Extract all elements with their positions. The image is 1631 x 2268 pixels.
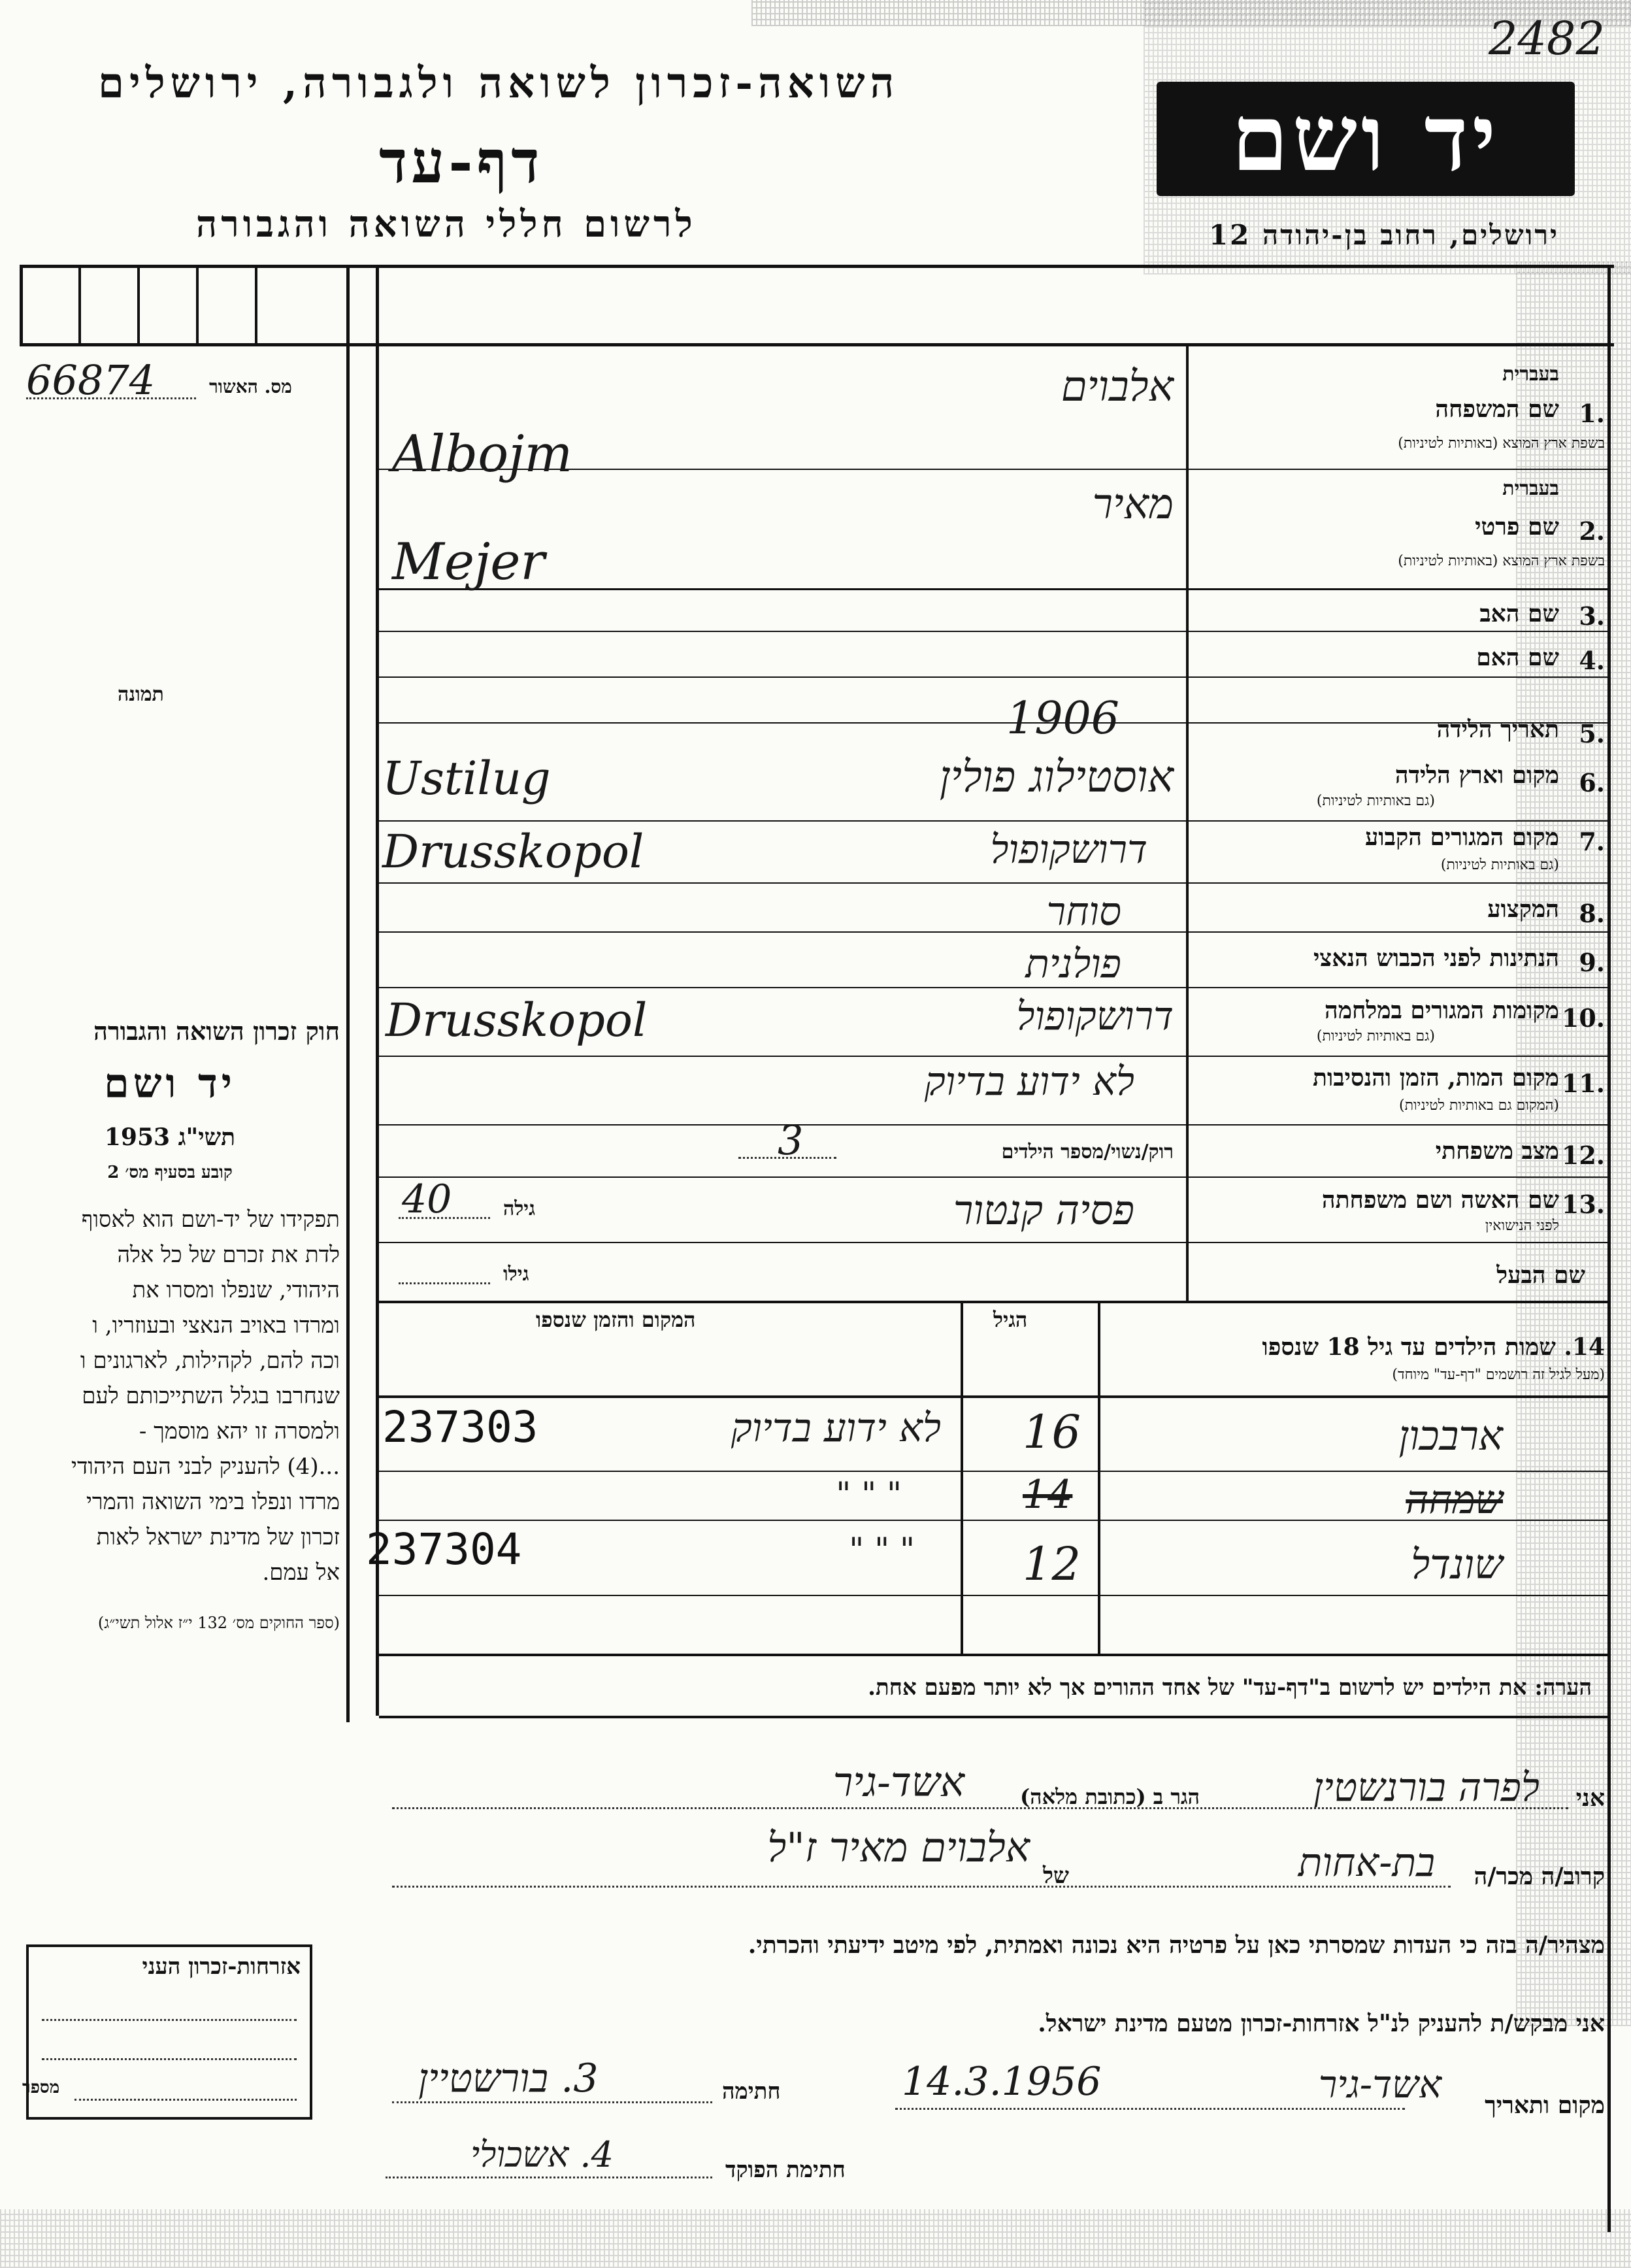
children-row xyxy=(366,1521,1607,1595)
frame-strip-bottom xyxy=(20,343,1614,346)
row-line xyxy=(379,1124,1607,1126)
frame-right xyxy=(1607,265,1611,1735)
officer-signature-label: חתימת הפוקד xyxy=(725,2157,846,2183)
row-line xyxy=(379,676,1607,678)
wife-age-label: גילה xyxy=(503,1197,536,1220)
row-line xyxy=(379,1056,1607,1057)
field-sub-latin: בשפת ארץ המוצא (באותיות לטיניות) xyxy=(1398,553,1605,569)
field-number: 13. xyxy=(1561,1190,1605,1219)
stamp-line xyxy=(42,2058,297,2060)
children-label: 14. שמות הילדים עד גיל 18 שנספו xyxy=(1262,1333,1605,1361)
frame-left-column xyxy=(346,265,350,1722)
children-col-age: הגיל xyxy=(993,1307,1028,1332)
signature-line xyxy=(392,2101,712,2103)
children-row xyxy=(379,1472,1607,1523)
law-body-line: לדת את זכרם של כל אלה xyxy=(117,1242,340,1268)
logo-text: יד ושם xyxy=(1231,85,1500,192)
declarant-address: אשד-גיר xyxy=(832,1758,964,1806)
frame-left xyxy=(20,265,23,343)
child-age: 14 xyxy=(1023,1472,1073,1518)
value-death-place: לא ידוע בדיוק xyxy=(924,1059,1134,1105)
stamp-number-line xyxy=(74,2099,297,2101)
value-birth-date: 1906 xyxy=(1006,693,1120,744)
declaration-date: 14.3.1956 xyxy=(902,2059,1102,2105)
law-subtitle: יד ושם xyxy=(103,1059,237,1107)
field-sub: לפני הנישואין xyxy=(1485,1218,1559,1234)
declaration-i-label: אני xyxy=(1575,1784,1605,1812)
marital-status-options: רוק/נשוי/מספר הילדים xyxy=(1001,1141,1174,1163)
approval-line xyxy=(26,397,196,399)
child-name: שונדל xyxy=(1411,1541,1503,1588)
field-label-permanent-residence: מקום המגורים הקבוע xyxy=(1365,824,1559,851)
field-sub-latin: (גם באותיות לטיניות) xyxy=(1440,857,1559,873)
declarant-signature: 3. בורשטיין xyxy=(418,2056,599,2101)
law-body-line: אל עמם. xyxy=(262,1559,340,1586)
children-sub: (מעל לגיל זה רושמים "דף-עד" מיוחד) xyxy=(1392,1367,1605,1383)
field-label-citizenship: הנתינות לפני הכבוש הנאצי xyxy=(1313,944,1559,972)
child-record-code: 237303 xyxy=(382,1402,538,1452)
field-number: 11. xyxy=(1561,1069,1605,1098)
field-number: 3. xyxy=(1579,601,1605,631)
institution-name: השואה-זכרון לשואה ולגבורה, ירושלים xyxy=(98,59,900,108)
field-label-birth-place: מקום וארץ הלידה xyxy=(1394,761,1559,789)
field-number: 6. xyxy=(1579,768,1605,797)
field-sub-latin: (גם באותיות לטיניות) xyxy=(1316,793,1435,809)
value-residence-hebrew: דרושקופול xyxy=(990,827,1147,873)
law-body-line: ולמסרה זו יהא מוסמך - xyxy=(139,1418,340,1444)
row-line xyxy=(379,882,1607,884)
form-title: דף-עד xyxy=(379,127,544,197)
value-family-name-latin: Albojm xyxy=(392,425,573,484)
field-label-family-name: שם המשפחה xyxy=(1435,395,1559,423)
children-count-line xyxy=(738,1157,836,1159)
child-age: 12 xyxy=(1023,1537,1081,1591)
value-birth-place-latin: Ustilug xyxy=(382,752,551,805)
field-number: 2. xyxy=(1579,516,1605,546)
law-panel xyxy=(0,1016,340,1633)
scan-noise xyxy=(0,2209,1631,2268)
approval-label: מס. האשור xyxy=(209,376,292,397)
officer-signature-line xyxy=(386,2176,712,2178)
child-place: לא ידוע בדיוק xyxy=(731,1405,941,1451)
law-section: קובע בסעיף מס׳ 2 xyxy=(107,1163,233,1182)
frame-box xyxy=(137,265,140,343)
value-family-name-hebrew: אלבוים xyxy=(1061,363,1174,411)
field-number: 1. xyxy=(1579,399,1605,428)
memorial-citizenship-stamp xyxy=(22,1944,312,2120)
law-footer: (ספר החוקים מס׳ 132 י״ז אלול תשי״ג) xyxy=(97,1614,340,1632)
photo-label: תמונה xyxy=(118,683,164,706)
field-sub-latin: (המקום גם באותיות לטיניות) xyxy=(1399,1097,1559,1114)
frame-box xyxy=(78,265,81,343)
law-body-line: וכה להם, לקהילות, לארגונים ו xyxy=(80,1348,340,1374)
value-residence-latin: Drusskopol xyxy=(382,825,644,878)
law-year: תשי"ג 1953 xyxy=(104,1124,236,1151)
field-label-wartime-residence: מקומות המגורים במלחמה xyxy=(1325,997,1559,1024)
field-label-father-name: שם האב xyxy=(1479,600,1559,627)
frame-right-lower xyxy=(1607,1735,1611,2232)
value-occupation: סוחר xyxy=(1046,889,1121,935)
value-wife-age: 40 xyxy=(402,1176,452,1222)
value-wartime-residence-hebrew: דרושקופול xyxy=(1016,993,1174,1039)
child-place: " " " xyxy=(849,1531,915,1569)
address: ירושלים, רחוב בן-יהודה 12 xyxy=(1208,219,1559,251)
law-body-line: זכרון של מדינת ישראל לאות xyxy=(96,1524,340,1550)
frame-box xyxy=(255,265,257,343)
child-age: 16 xyxy=(1023,1405,1081,1459)
law-body-line: היהודי, שנפלו ומסרו את xyxy=(132,1277,340,1303)
children-row xyxy=(379,1399,1607,1471)
stamp-title: אזרחות-זכרון העני xyxy=(142,1954,301,1980)
children-table-bottom xyxy=(379,1654,1607,1656)
child-name: ארבכון xyxy=(1398,1412,1503,1459)
field-number: 7. xyxy=(1579,827,1605,856)
deceased-name: אלבוים מאיר ז"ל xyxy=(767,1824,1030,1871)
row-line xyxy=(379,931,1607,933)
address-label: הגר ב (כתובת מלאה) xyxy=(1020,1784,1200,1809)
law-body-line: ומרדו באויב הנאצי ובעוזריו, ו xyxy=(92,1312,340,1339)
field-number: 8. xyxy=(1579,899,1605,928)
value-given-name-hebrew: מאיר xyxy=(1092,480,1174,529)
law-body xyxy=(0,1202,340,1590)
field-number: 5. xyxy=(1579,719,1605,748)
child-place: " " " xyxy=(836,1475,902,1513)
value-birth-place-hebrew: אוסטילוג פולין xyxy=(939,752,1174,802)
yad-vashem-logo xyxy=(1157,82,1575,196)
husband-age-line xyxy=(399,1282,490,1284)
officer-signature: 4. אשכולי xyxy=(470,2134,614,2175)
declaration-statement: מצהיר/ה בזה כי העדות שמסרתי כאן על פרטיה היא נכונה ואמתית, לפי מיטב ידיעתי והכרתי. xyxy=(748,1931,1605,1959)
declaration-line xyxy=(392,1807,1568,1809)
field-label-birth-date: תאריך הלידה xyxy=(1436,716,1559,743)
law-title: חוק זכרון השואה והגבורה xyxy=(93,1016,340,1046)
value-children-count: 3 xyxy=(778,1116,804,1164)
field-label-wife-name: שם האשה ושם משפחתה xyxy=(1321,1186,1559,1214)
form-subtitle: לרשום חללי השואה והגבורה xyxy=(196,203,697,246)
field-label-death-place: מקום המות, הזמן והנסיבות xyxy=(1313,1064,1559,1092)
law-body-line: ...(4) להעניק לבני העם היהודי xyxy=(71,1454,340,1480)
frame-label-divider xyxy=(1186,346,1189,1301)
stamp-number-label: מספר xyxy=(22,2078,60,2097)
row-line xyxy=(379,820,1607,822)
field-number: 12. xyxy=(1561,1141,1605,1170)
child-name: שמחה xyxy=(1406,1477,1503,1523)
declarant-name: לפרה בורנשטין xyxy=(1313,1765,1540,1810)
approval-number: 66874 xyxy=(26,356,156,404)
row-line xyxy=(379,1242,1607,1243)
value-wife-name: פסיה קנטור xyxy=(953,1186,1134,1234)
form-number: 2482 xyxy=(1488,12,1605,65)
child-record-code: 237304 xyxy=(366,1524,522,1575)
field-label-marital-status: מצב משפחתי xyxy=(1435,1137,1559,1165)
signature-label: חתימה xyxy=(722,2078,781,2105)
note: הערה: את הילדים יש לרשום ב"דף-עד" של אחד ההורים אך לא יותר מפעם אחת. xyxy=(868,1675,1592,1701)
stamp-line xyxy=(42,2019,297,2021)
row-line xyxy=(379,631,1607,632)
field-sub-latin: (גם באותיות לטיניות) xyxy=(1316,1028,1435,1044)
field-label-mother-name: שם האם xyxy=(1476,644,1559,671)
frame-box xyxy=(196,265,199,343)
value-given-name-latin: Mejer xyxy=(392,533,545,592)
field-number: 4. xyxy=(1579,646,1605,675)
law-body-line: מרדו ונפלו בימי השואה והמרי xyxy=(86,1489,340,1515)
row-line xyxy=(379,1176,1607,1178)
field-number: 10. xyxy=(1561,1003,1605,1033)
row-line xyxy=(379,722,1607,724)
row-line xyxy=(379,588,1607,590)
law-body-line: תפקידו של יד-ושם הוא לאסוף xyxy=(81,1207,340,1233)
field-sub-latin: בשפת ארץ המוצא (באותיות לטיניות) xyxy=(1398,435,1605,452)
value-citizenship: פולנית xyxy=(1025,941,1121,987)
wife-age-line xyxy=(399,1217,490,1219)
law-body-line: שנחרבו בגלל השתייכותם לעם xyxy=(82,1383,340,1409)
field-label-occupation: המקצוע xyxy=(1487,895,1559,923)
field-label-given-name: שם פרטי xyxy=(1475,513,1559,541)
frame-top xyxy=(20,265,1614,268)
children-row-line xyxy=(379,1595,1607,1596)
children-col-place: המקום והזמן שנספו xyxy=(536,1307,696,1332)
field-label-husband-name: שם הבעל xyxy=(1496,1261,1585,1289)
field-sub-hebrew: בעברית xyxy=(1502,477,1559,500)
row-line xyxy=(379,987,1607,988)
relationship-value: בת-אחות xyxy=(1298,1840,1435,1886)
field-number: 9. xyxy=(1579,948,1605,977)
declaration-line xyxy=(392,1886,1451,1888)
memorial-citizenship-request: אני מבקש/ת להעניק לנ"ל אזרחות-זכרון מטעם מדינת ישראל. xyxy=(1038,2010,1605,2037)
place-date-label: מקום ותאריך xyxy=(1485,2092,1605,2119)
value-wartime-residence-latin: Drusskopol xyxy=(386,993,648,1047)
field-sub-hebrew: בעברית xyxy=(1502,363,1559,386)
declaration-place: אשד-גיר xyxy=(1318,2062,1442,2107)
row-line xyxy=(379,1301,1607,1303)
note-line xyxy=(379,1716,1607,1718)
relative-label: קרוב/ה מכר/ה xyxy=(1474,1863,1605,1890)
husband-age-label: גילו xyxy=(503,1263,529,1286)
children-table-header-line xyxy=(379,1395,1607,1398)
date-line xyxy=(895,2108,1405,2110)
of-label: של xyxy=(1043,1863,1069,1889)
